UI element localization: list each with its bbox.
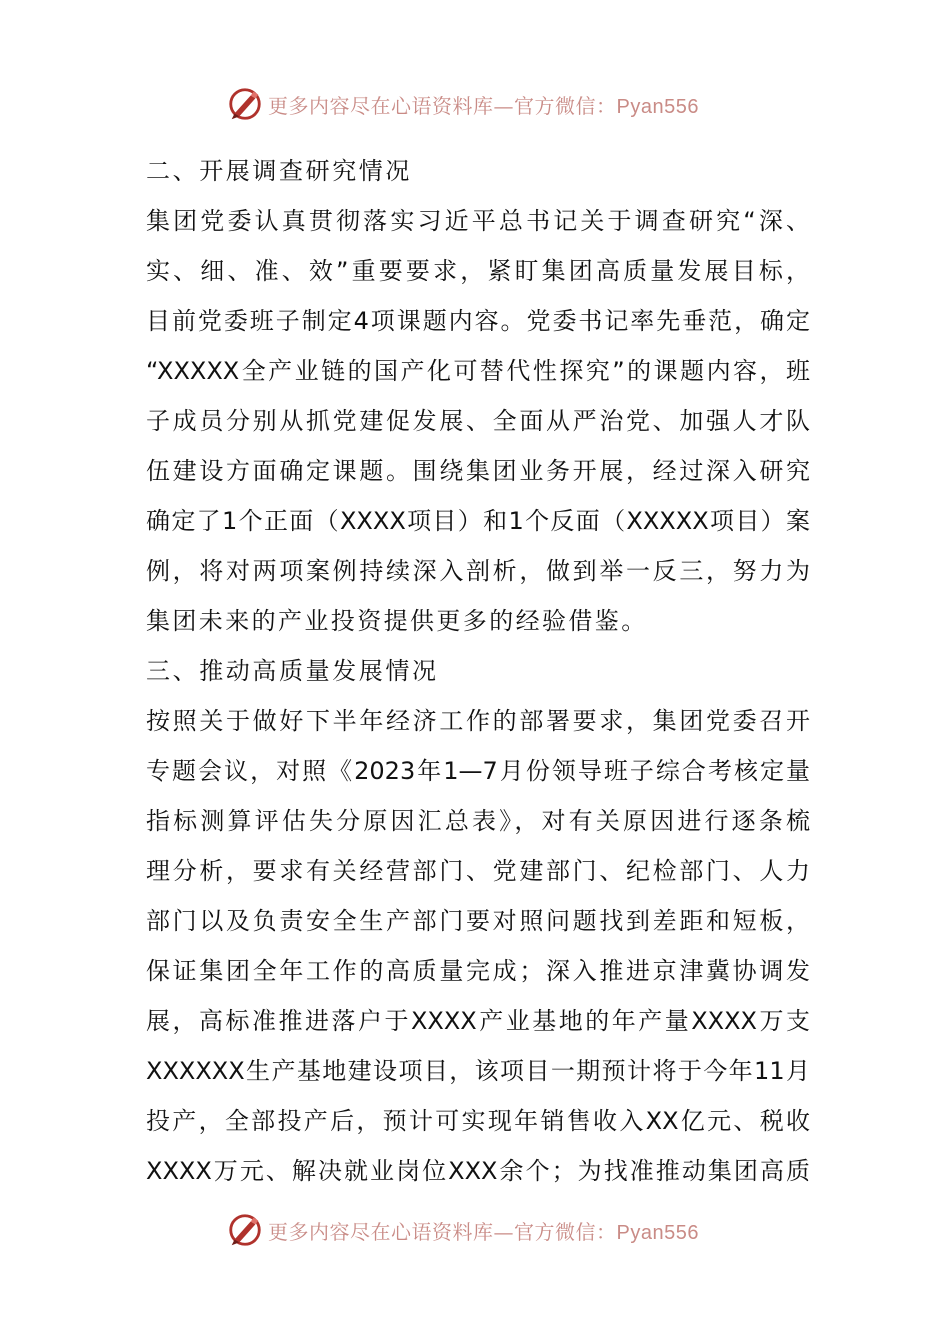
header-watermark <box>226 84 746 124</box>
paragraph-line: XXXXXX生产基地建设项目，该项目一期预计将于今年11月 <box>146 1057 810 1085</box>
paragraph-line: 伍建设方面确定课题。围绕集团业务开展，经过深入研究 <box>146 457 810 485</box>
paragraph-line: 投产，全部投产后，预计可实现年销售收入XX亿元、税收 <box>146 1107 810 1135</box>
paragraph-line: 理分析，要求有关经营部门、党建部门、纪检部门、人力 <box>146 857 810 885</box>
wechat-id: Pyan556 <box>616 95 699 118</box>
paragraph-line: 展，高标准推进落户于XXXX产业基地的年产量XXXX万支 <box>146 1007 810 1035</box>
wechat-id: Pyan556 <box>616 1221 699 1244</box>
paragraph-line: 实、细、准、效”重要要求，紧盯集团高质量发展目标， <box>146 257 810 285</box>
paragraph-line: 指标测算评估失分原因汇总表》，对有关原因进行逐条梳 <box>146 807 810 835</box>
pen-logo-icon <box>226 1211 264 1249</box>
paragraph-line: 确定了1个正面（XXXX项目）和1个反面（XXXXX项目）案 <box>146 507 810 535</box>
paragraph-line: 专题会议，对照《2023年1—7月份领导班子综合考核定量 <box>146 757 810 785</box>
section-heading: 三、推动高质量发展情况 <box>146 657 439 685</box>
paragraph-line: XXXX万元、解决就业岗位XXX余个；为找准推动集团高质 <box>146 1157 810 1185</box>
watermark-text: 更多内容尽在心语资料库—官方微信：Pyan556 <box>268 1219 699 1244</box>
section-heading: 二、开展调查研究情况 <box>146 157 412 185</box>
paragraph-line: 例，将对两项案例持续深入剖析，做到举一反三，努力为 <box>146 557 810 585</box>
document-body <box>146 146 810 1196</box>
paragraph-line: 按照关于做好下半年经济工作的部署要求，集团党委召开 <box>146 707 810 735</box>
footer-watermark <box>226 1210 746 1250</box>
pen-logo-icon <box>226 85 264 123</box>
paragraph-line: 目前党委班子制定4项课题内容。党委书记率先垂范，确定 <box>146 307 810 335</box>
watermark-text: 更多内容尽在心语资料库—官方微信：Pyan556 <box>268 93 699 118</box>
paragraph-line: 集团未来的产业投资提供更多的经验借鉴。 <box>146 607 648 635</box>
paragraph-line: 子成员分别从抓党建促发展、全面从严治党、加强人才队 <box>146 407 810 435</box>
paragraph-line: “XXXXX全产业链的国产化可替代性探究”的课题内容，班 <box>146 357 810 385</box>
paragraph-line: 保证集团全年工作的高质量完成；深入推进京津冀协调发 <box>146 957 810 985</box>
paragraph-line: 部门以及负责安全生产部门要对照问题找到差距和短板， <box>146 907 810 935</box>
paragraph-line: 集团党委认真贯彻落实习近平总书记关于调查研究“深、 <box>146 207 810 235</box>
